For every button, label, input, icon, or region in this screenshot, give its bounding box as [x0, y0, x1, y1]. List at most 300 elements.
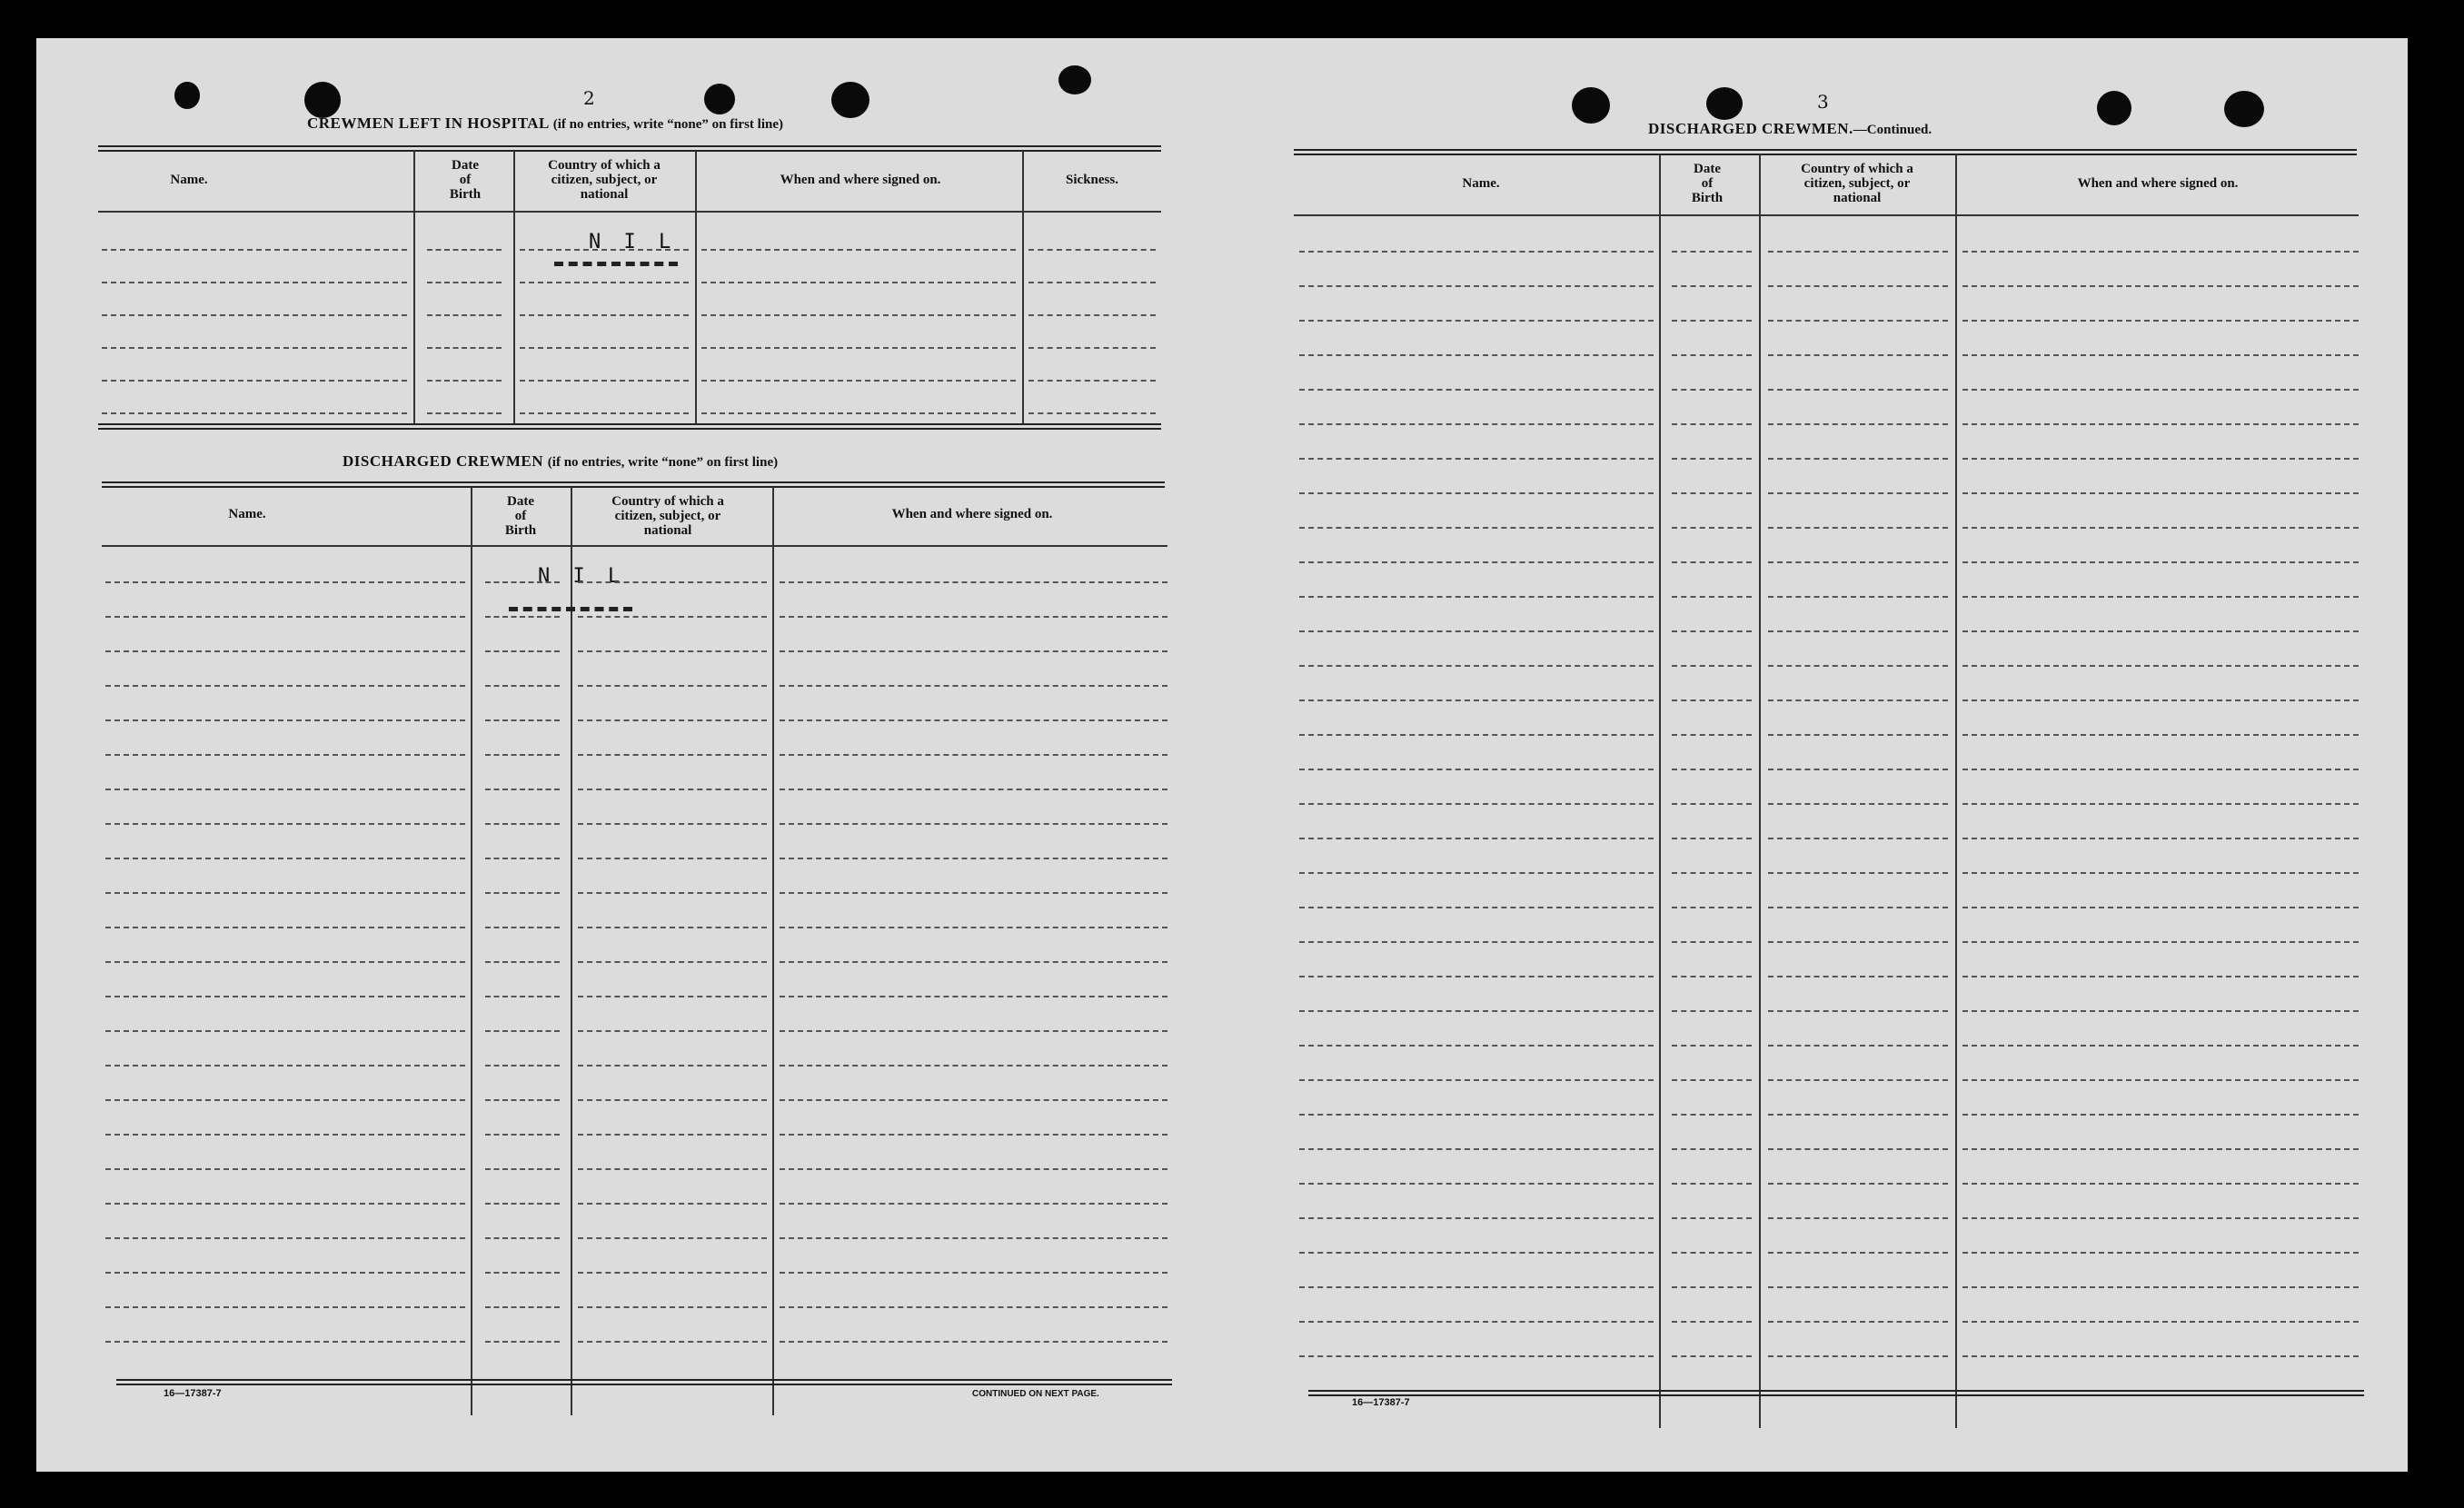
- ruled-entry-line: [578, 650, 767, 652]
- ruled-entry-line: [427, 380, 502, 382]
- discharged-section-instruction: (if no entries, write “none” on first line): [547, 455, 779, 470]
- ruled-entry-line: [1672, 1217, 1752, 1219]
- ruled-entry-line: [1672, 527, 1752, 529]
- ruled-entry-line: [780, 961, 1167, 963]
- ruled-entry-line: [427, 412, 502, 414]
- ruled-entry-line: [1672, 1010, 1752, 1012]
- ruled-entry-line: [1299, 1148, 1654, 1150]
- ruled-entry-line: [780, 1237, 1167, 1239]
- ruled-entry-line: [578, 1030, 767, 1032]
- binder-hole: [1706, 87, 1743, 120]
- ruled-entry-line: [1299, 251, 1654, 253]
- ruled-entry-line: [102, 380, 407, 382]
- ruled-entry-line: [1672, 251, 1752, 253]
- ruled-entry-line: [485, 1341, 560, 1343]
- col-header-name: Name.: [170, 173, 208, 187]
- col-header-dob: Date of Birth: [504, 494, 537, 538]
- ruled-entry-line: [1028, 347, 1156, 349]
- ruled-entry-line: [1962, 1079, 2359, 1081]
- ruled-entry-line: [1299, 320, 1654, 322]
- ruled-entry-line: [1962, 803, 2359, 805]
- ruled-entry-line: [1672, 285, 1752, 287]
- binder-hole: [304, 82, 341, 118]
- ruled-entry-line: [1962, 872, 2359, 874]
- ruled-entry-line: [780, 650, 1167, 652]
- ruled-entry-line: [105, 1134, 465, 1136]
- ruled-entry-line: [1299, 527, 1654, 529]
- ruled-entry-line: [105, 1168, 465, 1170]
- ruled-entry-line: [1962, 458, 2359, 460]
- ruled-entry-line: [780, 1341, 1167, 1343]
- ruled-entry-line: [1768, 561, 1948, 563]
- ruled-entry-line: [1962, 907, 2359, 908]
- ruled-entry-line: [1962, 389, 2359, 391]
- ruled-entry-line: [1962, 492, 2359, 494]
- binder-hole: [174, 82, 200, 109]
- ruled-entry-line: [427, 282, 502, 283]
- ruled-entry-line: [105, 616, 465, 618]
- ruled-entry-line: [485, 1306, 560, 1308]
- ruled-entry-line: [1962, 1183, 2359, 1185]
- ruled-entry-line: [1768, 907, 1948, 908]
- ruled-entry-line: [780, 754, 1167, 756]
- ruled-entry-line: [1768, 1114, 1948, 1116]
- ruled-entry-line: [485, 1134, 560, 1136]
- ruled-entry-line: [105, 685, 465, 687]
- ruled-entry-line: [1299, 1045, 1654, 1047]
- ruled-entry-line: [105, 927, 465, 928]
- ruled-entry-line: [1299, 630, 1654, 632]
- ruled-entry-line: [1299, 492, 1654, 494]
- section-rule: [1308, 1390, 2364, 1396]
- ruled-entry-line: [485, 754, 560, 756]
- ruled-entry-line: [578, 961, 767, 963]
- ruled-entry-line: [1768, 1217, 1948, 1219]
- col-header-country: Country of which a citizen, subject, or national: [1801, 162, 1913, 205]
- ruled-entry-line: [578, 1134, 767, 1136]
- ruled-entry-line: [1962, 1321, 2359, 1323]
- ruled-entry-line: [1768, 1183, 1948, 1185]
- ruled-entry-line: [1768, 389, 1948, 391]
- ruled-entry-line: [1962, 285, 2359, 287]
- ruled-entry-line: [1962, 1114, 2359, 1116]
- col-header-dob: Date of Birth: [449, 158, 482, 202]
- ruled-entry-line: [1962, 1148, 2359, 1150]
- ruled-entry-line: [1672, 320, 1752, 322]
- ruled-entry-line: [105, 1272, 465, 1274]
- ruled-entry-line: [1962, 561, 2359, 563]
- ruled-entry-line: [1299, 769, 1654, 770]
- ruled-entry-line: [780, 858, 1167, 859]
- ruled-entry-line: [780, 927, 1167, 928]
- ruled-entry-line: [578, 719, 767, 721]
- ruled-entry-line: [1672, 354, 1752, 356]
- discharged-nil-entry: N I L: [538, 565, 626, 588]
- document-sheet: [36, 38, 2408, 1472]
- ruled-entry-line: [1028, 380, 1156, 382]
- ruled-entry-line: [485, 789, 560, 790]
- ruled-entry-line: [105, 961, 465, 963]
- ruled-entry-line: [485, 1168, 560, 1170]
- ruled-entry-line: [1299, 838, 1654, 839]
- ruled-entry-line: [485, 650, 560, 652]
- ruled-entry-line: [1768, 354, 1948, 356]
- ruled-entry-line: [1962, 1286, 2359, 1288]
- ruled-entry-line: [1672, 769, 1752, 770]
- ruled-entry-line: [1672, 976, 1752, 977]
- ruled-entry-line: [1299, 561, 1654, 563]
- nil-underline: [554, 262, 678, 266]
- ruled-entry-line: [1672, 596, 1752, 598]
- ruled-entry-line: [1028, 249, 1156, 251]
- ruled-entry-line: [1962, 527, 2359, 529]
- ruled-entry-line: [520, 314, 689, 316]
- ruled-entry-line: [1672, 838, 1752, 839]
- ruled-entry-line: [1299, 1286, 1654, 1288]
- ruled-entry-line: [485, 685, 560, 687]
- ruled-entry-line: [1768, 803, 1948, 805]
- ruled-entry-line: [485, 961, 560, 963]
- column-divider: [695, 151, 697, 423]
- discharged-section-title: DISCHARGED CREWMEN (if no entries, write “none” on first line): [343, 452, 779, 470]
- ruled-entry-line: [1299, 1355, 1654, 1357]
- ruled-entry-line: [578, 1099, 767, 1101]
- ruled-entry-line: [1672, 389, 1752, 391]
- ruled-entry-line: [1962, 1217, 2359, 1219]
- ruled-entry-line: [701, 412, 1016, 414]
- binder-hole: [704, 84, 735, 114]
- ruled-entry-line: [1299, 458, 1654, 460]
- ruled-entry-line: [1672, 872, 1752, 874]
- ruled-entry-line: [485, 1099, 560, 1101]
- ruled-entry-line: [1768, 251, 1948, 253]
- form-number: 16—17387-7: [1352, 1397, 1410, 1408]
- ruled-entry-line: [1672, 423, 1752, 425]
- ruled-entry-line: [1962, 734, 2359, 736]
- ruled-entry-line: [578, 1272, 767, 1274]
- ruled-entry-line: [1768, 1010, 1948, 1012]
- ruled-entry-line: [102, 412, 407, 414]
- binder-hole: [2224, 91, 2264, 127]
- ruled-entry-line: [1299, 1321, 1654, 1323]
- ruled-entry-line: [701, 249, 1016, 251]
- ruled-entry-line: [1299, 699, 1654, 701]
- ruled-entry-line: [1768, 1252, 1948, 1254]
- nil-underline: [509, 607, 632, 611]
- ruled-entry-line: [105, 996, 465, 997]
- title-suffix: —Continued.: [1853, 123, 1932, 137]
- ruled-entry-line: [701, 282, 1016, 283]
- ruled-entry-line: [1962, 665, 2359, 667]
- ruled-entry-line: [780, 719, 1167, 721]
- ruled-entry-line: [102, 282, 407, 283]
- ruled-entry-line: [485, 927, 560, 928]
- ruled-entry-line: [1672, 1183, 1752, 1185]
- ruled-entry-line: [520, 347, 689, 349]
- column-divider: [513, 151, 515, 423]
- ruled-entry-line: [1962, 320, 2359, 322]
- ruled-entry-line: [578, 823, 767, 825]
- ruled-entry-line: [1962, 1010, 2359, 1012]
- binder-hole: [831, 82, 869, 118]
- ruled-entry-line: [780, 1099, 1167, 1101]
- col-header-dob: Date of Birth: [1691, 162, 1724, 205]
- ruled-entry-line: [578, 1168, 767, 1170]
- ruled-entry-line: [105, 1237, 465, 1239]
- ruled-entry-line: [1672, 1252, 1752, 1254]
- ruled-entry-line: [780, 1203, 1167, 1205]
- ruled-entry-line: [780, 1065, 1167, 1067]
- column-divider: [1955, 154, 1957, 1428]
- ruled-entry-line: [1768, 734, 1948, 736]
- section-rule: [1294, 149, 2357, 155]
- ruled-entry-line: [105, 858, 465, 859]
- ruled-entry-line: [1672, 665, 1752, 667]
- ruled-entry-line: [485, 1237, 560, 1239]
- section-rule: [116, 1379, 1172, 1385]
- ruled-entry-line: [485, 823, 560, 825]
- ruled-entry-line: [1672, 1114, 1752, 1116]
- ruled-entry-line: [485, 996, 560, 997]
- ruled-entry-line: [105, 1306, 465, 1308]
- ruled-entry-line: [1028, 314, 1156, 316]
- page-number-left: 2: [583, 87, 595, 109]
- section-rule: [102, 481, 1165, 488]
- ruled-entry-line: [1768, 976, 1948, 977]
- ruled-entry-line: [780, 1030, 1167, 1032]
- ruled-entry-line: [1299, 596, 1654, 598]
- col-header-signed-on: When and where signed on.: [891, 507, 1053, 521]
- ruled-entry-line: [1672, 734, 1752, 736]
- ruled-entry-line: [578, 858, 767, 859]
- ruled-entry-line: [102, 249, 407, 251]
- ruled-entry-line: [578, 1203, 767, 1205]
- col-header-country: Country of which a citizen, subject, or national: [611, 494, 724, 538]
- hospital-section-instruction: (if no entries, write “none” on first line): [552, 117, 783, 132]
- ruled-entry-line: [578, 789, 767, 790]
- header-rule: [102, 545, 1167, 547]
- ruled-entry-line: [1299, 389, 1654, 391]
- ruled-entry-line: [105, 823, 465, 825]
- ruled-entry-line: [105, 1203, 465, 1205]
- ruled-entry-line: [1768, 527, 1948, 529]
- column-divider: [471, 487, 472, 1415]
- ruled-entry-line: [701, 347, 1016, 349]
- ruled-entry-line: [1672, 1079, 1752, 1081]
- ruled-entry-line: [105, 1065, 465, 1067]
- ruled-entry-line: [1672, 1286, 1752, 1288]
- ruled-entry-line: [780, 1272, 1167, 1274]
- page-number-right: 3: [1817, 91, 1829, 113]
- ruled-entry-line: [578, 996, 767, 997]
- ruled-entry-line: [1768, 423, 1948, 425]
- column-divider: [772, 487, 774, 1415]
- ruled-entry-line: [1672, 1355, 1752, 1357]
- ruled-entry-line: [520, 282, 689, 283]
- ruled-entry-line: [780, 685, 1167, 687]
- section-rule: [98, 423, 1161, 430]
- ruled-entry-line: [780, 996, 1167, 997]
- ruled-entry-line: [1962, 1355, 2359, 1357]
- ruled-entry-line: [1962, 1045, 2359, 1047]
- ruled-entry-line: [1672, 1321, 1752, 1323]
- ruled-entry-line: [485, 616, 560, 618]
- ruled-entry-line: [780, 892, 1167, 894]
- ruled-entry-line: [485, 719, 560, 721]
- ruled-entry-line: [1768, 699, 1948, 701]
- col-header-country: Country of which a citizen, subject, or national: [548, 158, 661, 202]
- ruled-entry-line: [578, 927, 767, 928]
- ruled-entry-line: [578, 581, 767, 583]
- ruled-entry-line: [1768, 1286, 1948, 1288]
- ruled-entry-line: [1768, 1321, 1948, 1323]
- ruled-entry-line: [1768, 320, 1948, 322]
- ruled-entry-line: [105, 1099, 465, 1101]
- ruled-entry-line: [1299, 907, 1654, 908]
- ruled-entry-line: [1962, 251, 2359, 253]
- ruled-entry-line: [1768, 1355, 1948, 1357]
- ruled-entry-line: [1028, 282, 1156, 283]
- ruled-entry-line: [1672, 630, 1752, 632]
- ruled-entry-line: [427, 314, 502, 316]
- ruled-entry-line: [485, 581, 560, 583]
- ruled-entry-line: [780, 1134, 1167, 1136]
- ruled-entry-line: [105, 581, 465, 583]
- ruled-entry-line: [1299, 803, 1654, 805]
- form-number: 16—17387-7: [164, 1388, 222, 1399]
- ruled-entry-line: [1672, 907, 1752, 908]
- ruled-entry-line: [578, 616, 767, 618]
- ruled-entry-line: [1962, 1252, 2359, 1254]
- col-header-name: Name.: [228, 507, 266, 521]
- ruled-entry-line: [1962, 596, 2359, 598]
- ruled-entry-line: [1299, 1252, 1654, 1254]
- ruled-entry-line: [1672, 941, 1752, 943]
- ruled-entry-line: [1768, 492, 1948, 494]
- ruled-entry-line: [1672, 492, 1752, 494]
- ruled-entry-line: [427, 347, 502, 349]
- ruled-entry-line: [427, 249, 502, 251]
- ruled-entry-line: [485, 1030, 560, 1032]
- continued-note: CONTINUED ON NEXT PAGE.: [972, 1389, 1099, 1399]
- ruled-entry-line: [485, 1065, 560, 1067]
- col-header-signed-on: When and where signed on.: [780, 173, 941, 187]
- ruled-entry-line: [578, 1341, 767, 1343]
- ruled-entry-line: [578, 1237, 767, 1239]
- ruled-entry-line: [1768, 838, 1948, 839]
- ruled-entry-line: [1768, 1079, 1948, 1081]
- ruled-entry-line: [1299, 354, 1654, 356]
- ruled-entry-line: [1299, 1114, 1654, 1116]
- ruled-entry-line: [1962, 354, 2359, 356]
- col-header-sickness: Sickness.: [1066, 173, 1118, 187]
- ruled-entry-line: [105, 650, 465, 652]
- col-header-signed-on: When and where signed on.: [2077, 176, 2239, 191]
- ruled-entry-line: [1768, 596, 1948, 598]
- ruled-entry-line: [105, 754, 465, 756]
- ruled-entry-line: [578, 1306, 767, 1308]
- ruled-entry-line: [1672, 1045, 1752, 1047]
- ruled-entry-line: [1962, 941, 2359, 943]
- ruled-entry-line: [1672, 561, 1752, 563]
- ruled-entry-line: [1299, 665, 1654, 667]
- ruled-entry-line: [701, 380, 1016, 382]
- ruled-entry-line: [578, 685, 767, 687]
- ruled-entry-line: [1768, 665, 1948, 667]
- ruled-entry-line: [105, 719, 465, 721]
- ruled-entry-line: [1962, 630, 2359, 632]
- ruled-entry-line: [520, 412, 689, 414]
- ruled-entry-line: [485, 1203, 560, 1205]
- ruled-entry-line: [485, 1272, 560, 1274]
- ruled-entry-line: [520, 249, 689, 251]
- ruled-entry-line: [105, 892, 465, 894]
- ruled-entry-line: [1672, 803, 1752, 805]
- column-divider: [1759, 154, 1761, 1428]
- header-rule: [98, 211, 1161, 213]
- ruled-entry-line: [780, 1306, 1167, 1308]
- ruled-entry-line: [520, 380, 689, 382]
- binder-hole: [1572, 87, 1610, 124]
- ruled-entry-line: [780, 581, 1167, 583]
- column-divider: [1022, 151, 1024, 423]
- ruled-entry-line: [780, 789, 1167, 790]
- section-rule: [98, 145, 1161, 152]
- hospital-nil-entry: N I L: [589, 231, 677, 253]
- ruled-entry-line: [1299, 1183, 1654, 1185]
- column-divider: [571, 487, 572, 1415]
- ruled-entry-line: [1768, 872, 1948, 874]
- ruled-entry-line: [105, 789, 465, 790]
- ruled-entry-line: [1962, 976, 2359, 977]
- hospital-section-title: CREWMEN LEFT IN HOSPITAL (if no entries, write “none” on first line): [307, 114, 783, 132]
- ruled-entry-line: [485, 892, 560, 894]
- ruled-entry-line: [1299, 1010, 1654, 1012]
- binder-hole: [1058, 65, 1091, 94]
- ruled-entry-line: [1962, 423, 2359, 425]
- ruled-entry-line: [1768, 1148, 1948, 1150]
- column-divider: [1659, 154, 1661, 1428]
- ruled-entry-line: [1962, 838, 2359, 839]
- ruled-entry-line: [1299, 1079, 1654, 1081]
- ruled-entry-line: [780, 1168, 1167, 1170]
- ruled-entry-line: [105, 1030, 465, 1032]
- ruled-entry-line: [1299, 1217, 1654, 1219]
- ruled-entry-line: [780, 823, 1167, 825]
- binder-hole: [2097, 91, 2131, 125]
- ruled-entry-line: [1768, 458, 1948, 460]
- ruled-entry-line: [1768, 630, 1948, 632]
- ruled-entry-line: [1672, 1148, 1752, 1150]
- ruled-entry-line: [1299, 734, 1654, 736]
- header-rule: [1294, 214, 2359, 216]
- ruled-entry-line: [701, 314, 1016, 316]
- ruled-entry-line: [102, 347, 407, 349]
- ruled-entry-line: [1299, 423, 1654, 425]
- ruled-entry-line: [1768, 285, 1948, 287]
- ruled-entry-line: [1768, 769, 1948, 770]
- ruled-entry-line: [1768, 941, 1948, 943]
- col-header-name: Name.: [1462, 176, 1500, 191]
- ruled-entry-line: [1672, 699, 1752, 701]
- ruled-entry-line: [1299, 941, 1654, 943]
- ruled-entry-line: [1299, 872, 1654, 874]
- ruled-entry-line: [1028, 412, 1156, 414]
- ruled-entry-line: [1299, 976, 1654, 977]
- ruled-entry-line: [578, 754, 767, 756]
- ruled-entry-line: [1962, 699, 2359, 701]
- ruled-entry-line: [578, 892, 767, 894]
